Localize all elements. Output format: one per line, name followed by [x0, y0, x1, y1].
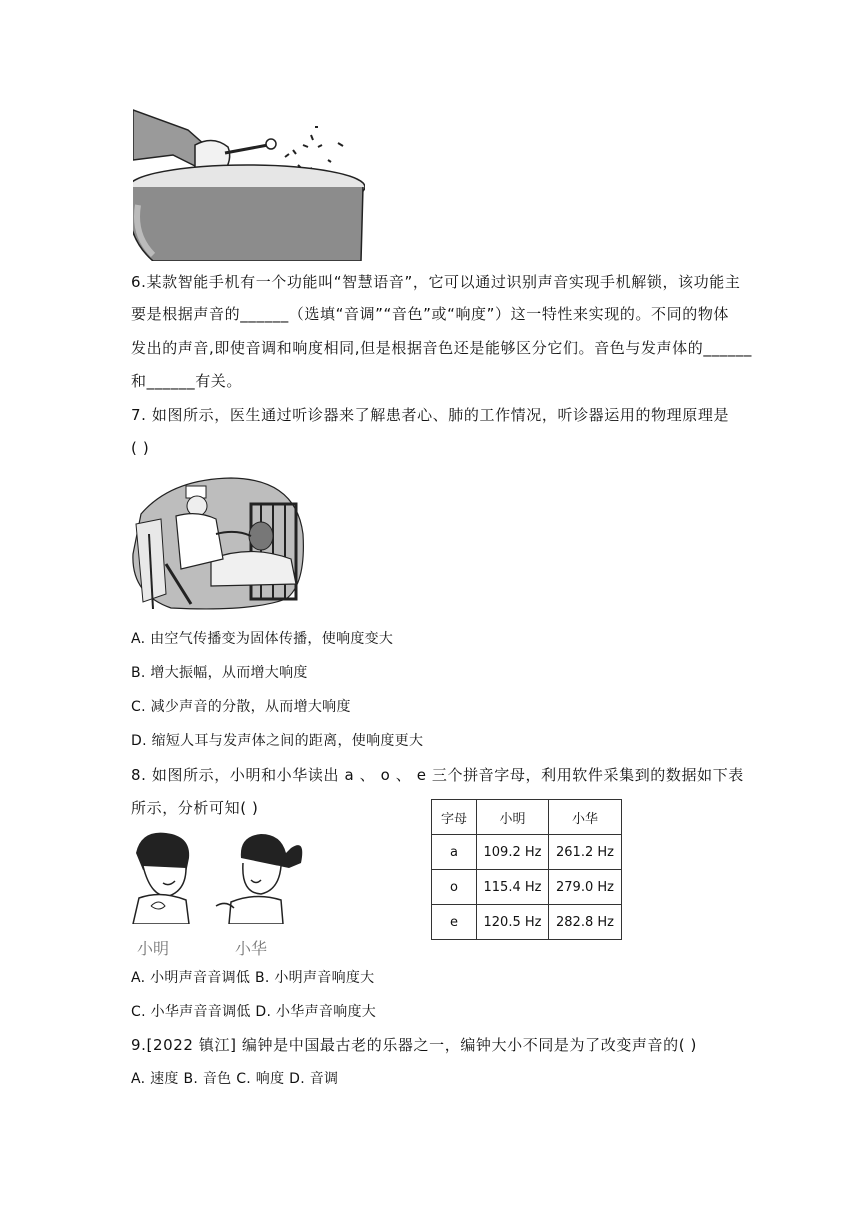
table-header-row — [432, 800, 622, 835]
q6-line-2: 要是根据声音的______（选填“音调”“音色”或“响度”）这一特性来实现的。不同的物体 — [131, 305, 730, 323]
table-row — [432, 905, 622, 940]
table-cell: a — [432, 835, 477, 870]
kids-illustration — [131, 828, 311, 924]
table-cell: 261.2 Hz — [549, 835, 622, 870]
frequency-table — [431, 799, 622, 940]
table-row — [432, 835, 622, 870]
drum-illustration — [133, 105, 365, 261]
table-cell: 109.2 Hz — [477, 835, 549, 870]
table-cell: 115.4 Hz — [477, 870, 549, 905]
q9-line-1: 9.[2022 镇江] 编钟是中国最古老的乐器之一，编钟大小不同是为了改变声音的( ) — [131, 1036, 698, 1054]
table-header: 字母 — [432, 800, 477, 835]
q6-line-3: 发出的声音,即使音调和响度相同,但是根据音色还是能够区分它们。音色与发声体的______ — [131, 339, 752, 357]
q7-line-1: 7. 如图所示，医生通过听诊器来了解患者心、肺的工作情况，听诊器运用的物理原理是 — [131, 406, 730, 424]
q8-line-2: 所示，分析可知( ) — [131, 799, 259, 817]
caption-xiaohua: 小华 — [235, 939, 268, 958]
table-cell: 282.8 Hz — [549, 905, 622, 940]
table-cell: 120.5 Hz — [477, 905, 549, 940]
doctor-stethoscope-illustration — [131, 474, 306, 612]
q7-option-c: C. 减少声音的分散，从而增大响度 — [131, 699, 351, 715]
table-header: 小华 — [549, 800, 622, 835]
caption-xiaoming: 小明 — [137, 939, 170, 958]
table-cell: 279.0 Hz — [549, 870, 622, 905]
table-header: 小明 — [477, 800, 549, 835]
table-row — [432, 870, 622, 905]
table-cell: o — [432, 870, 477, 905]
table-cell: e — [432, 905, 477, 940]
q6-line-1: 6.某款智能手机有一个功能叫“智慧语音”，它可以通过识别声音实现手机解锁，该功能主 — [131, 273, 741, 291]
q7-option-b: B. 增大振幅，从而增大响度 — [131, 665, 308, 681]
q7-option-d: D. 缩短人耳与发声体之间的距离，使响度更大 — [131, 733, 424, 749]
q6-line-4: 和______有关。 — [131, 372, 243, 390]
q8-options-line-1: A. 小明声音音调低 B. 小明声音响度大 — [131, 970, 375, 986]
q9-options: A. 速度 B. 音色 C. 响度 D. 音调 — [131, 1071, 339, 1087]
q8-line-1: 8. 如图所示，小明和小华读出 a 、 o 、 e 三个拼音字母，利用软件采集到的数据如下表 — [131, 766, 744, 784]
q8-options-line-2: C. 小华声音音调低 D. 小华声音响度大 — [131, 1004, 377, 1020]
q7-option-a: A. 由空气传播变为固体传播，使响度变大 — [131, 631, 394, 647]
q7-line-2: ( ) — [131, 439, 150, 457]
